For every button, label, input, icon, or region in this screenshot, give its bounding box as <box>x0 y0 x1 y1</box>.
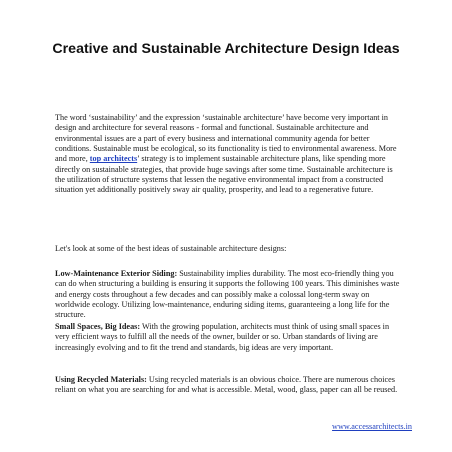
lead-paragraph: Let's look at some of the best ideas of sustainable architecture designs: <box>55 244 287 253</box>
section-exterior-siding <box>55 269 403 321</box>
intro-text-after-link: ’ strategy is to implement sustainable architecture plans, like spending more directly on sustainable strategies, that provide huge savings after some time. Sustainable architecture is the utilization of structure systems that lessen the negative environmental impact from a constructed situation yet additionally positively sway air quality, prosperity, and lead to a regenerative future. <box>55 154 393 195</box>
section-text: Sustainability implies durability. The most eco-friendly thing you can do when structuring a building is ensuring it supports the following 100 years. This diminishes waste and energy costs throughout a few decades and can possibly make a colossal long-term sway on worldwide ecology. Utilizing low-maintenance, enduring siding items, guaranteeing a long life for the structure. <box>55 269 400 320</box>
section-recycled-materials <box>55 375 403 396</box>
website-footer-link[interactable]: www.accessarchitects.in <box>332 422 412 431</box>
section-small-spaces <box>55 322 403 353</box>
page-title: Creative and Sustainable Architecture Design Ideas <box>52 41 400 57</box>
top-architects-link[interactable]: top architects <box>89 154 138 164</box>
intro-paragraph <box>55 113 403 196</box>
section-text: Using recycled materials is an obvious choice. There are numerous choices reliant on what you are searching for and what is accessible. Metal, wood, glass, paper can all be reused. <box>55 375 398 395</box>
intro-text-before-link: The word ‘sustainability’ and the expression ‘sustainable architecture’ have become very important in design and architecture for several reasons - formal and functional. Sustainable architecture and environmental issues are a part of every business and international community agenda for better conditions. Sustainable must be ecological, so its functionality is tied to environmental awareness. More and more, <box>55 113 397 164</box>
section-heading: Small Spaces, Big Ideas: <box>55 322 141 331</box>
section-text: With the growing population, architects must think of using small spaces in very efficient ways to fulfill all the needs of the owner, builder or so. Urban standards of living are increasingly evolving and to fit the trend and standards, big ideas are very important. <box>55 322 390 352</box>
section-heading: Using Recycled Materials: <box>55 375 147 384</box>
section-heading: Low-Maintenance Exterior Siding: <box>55 269 178 278</box>
